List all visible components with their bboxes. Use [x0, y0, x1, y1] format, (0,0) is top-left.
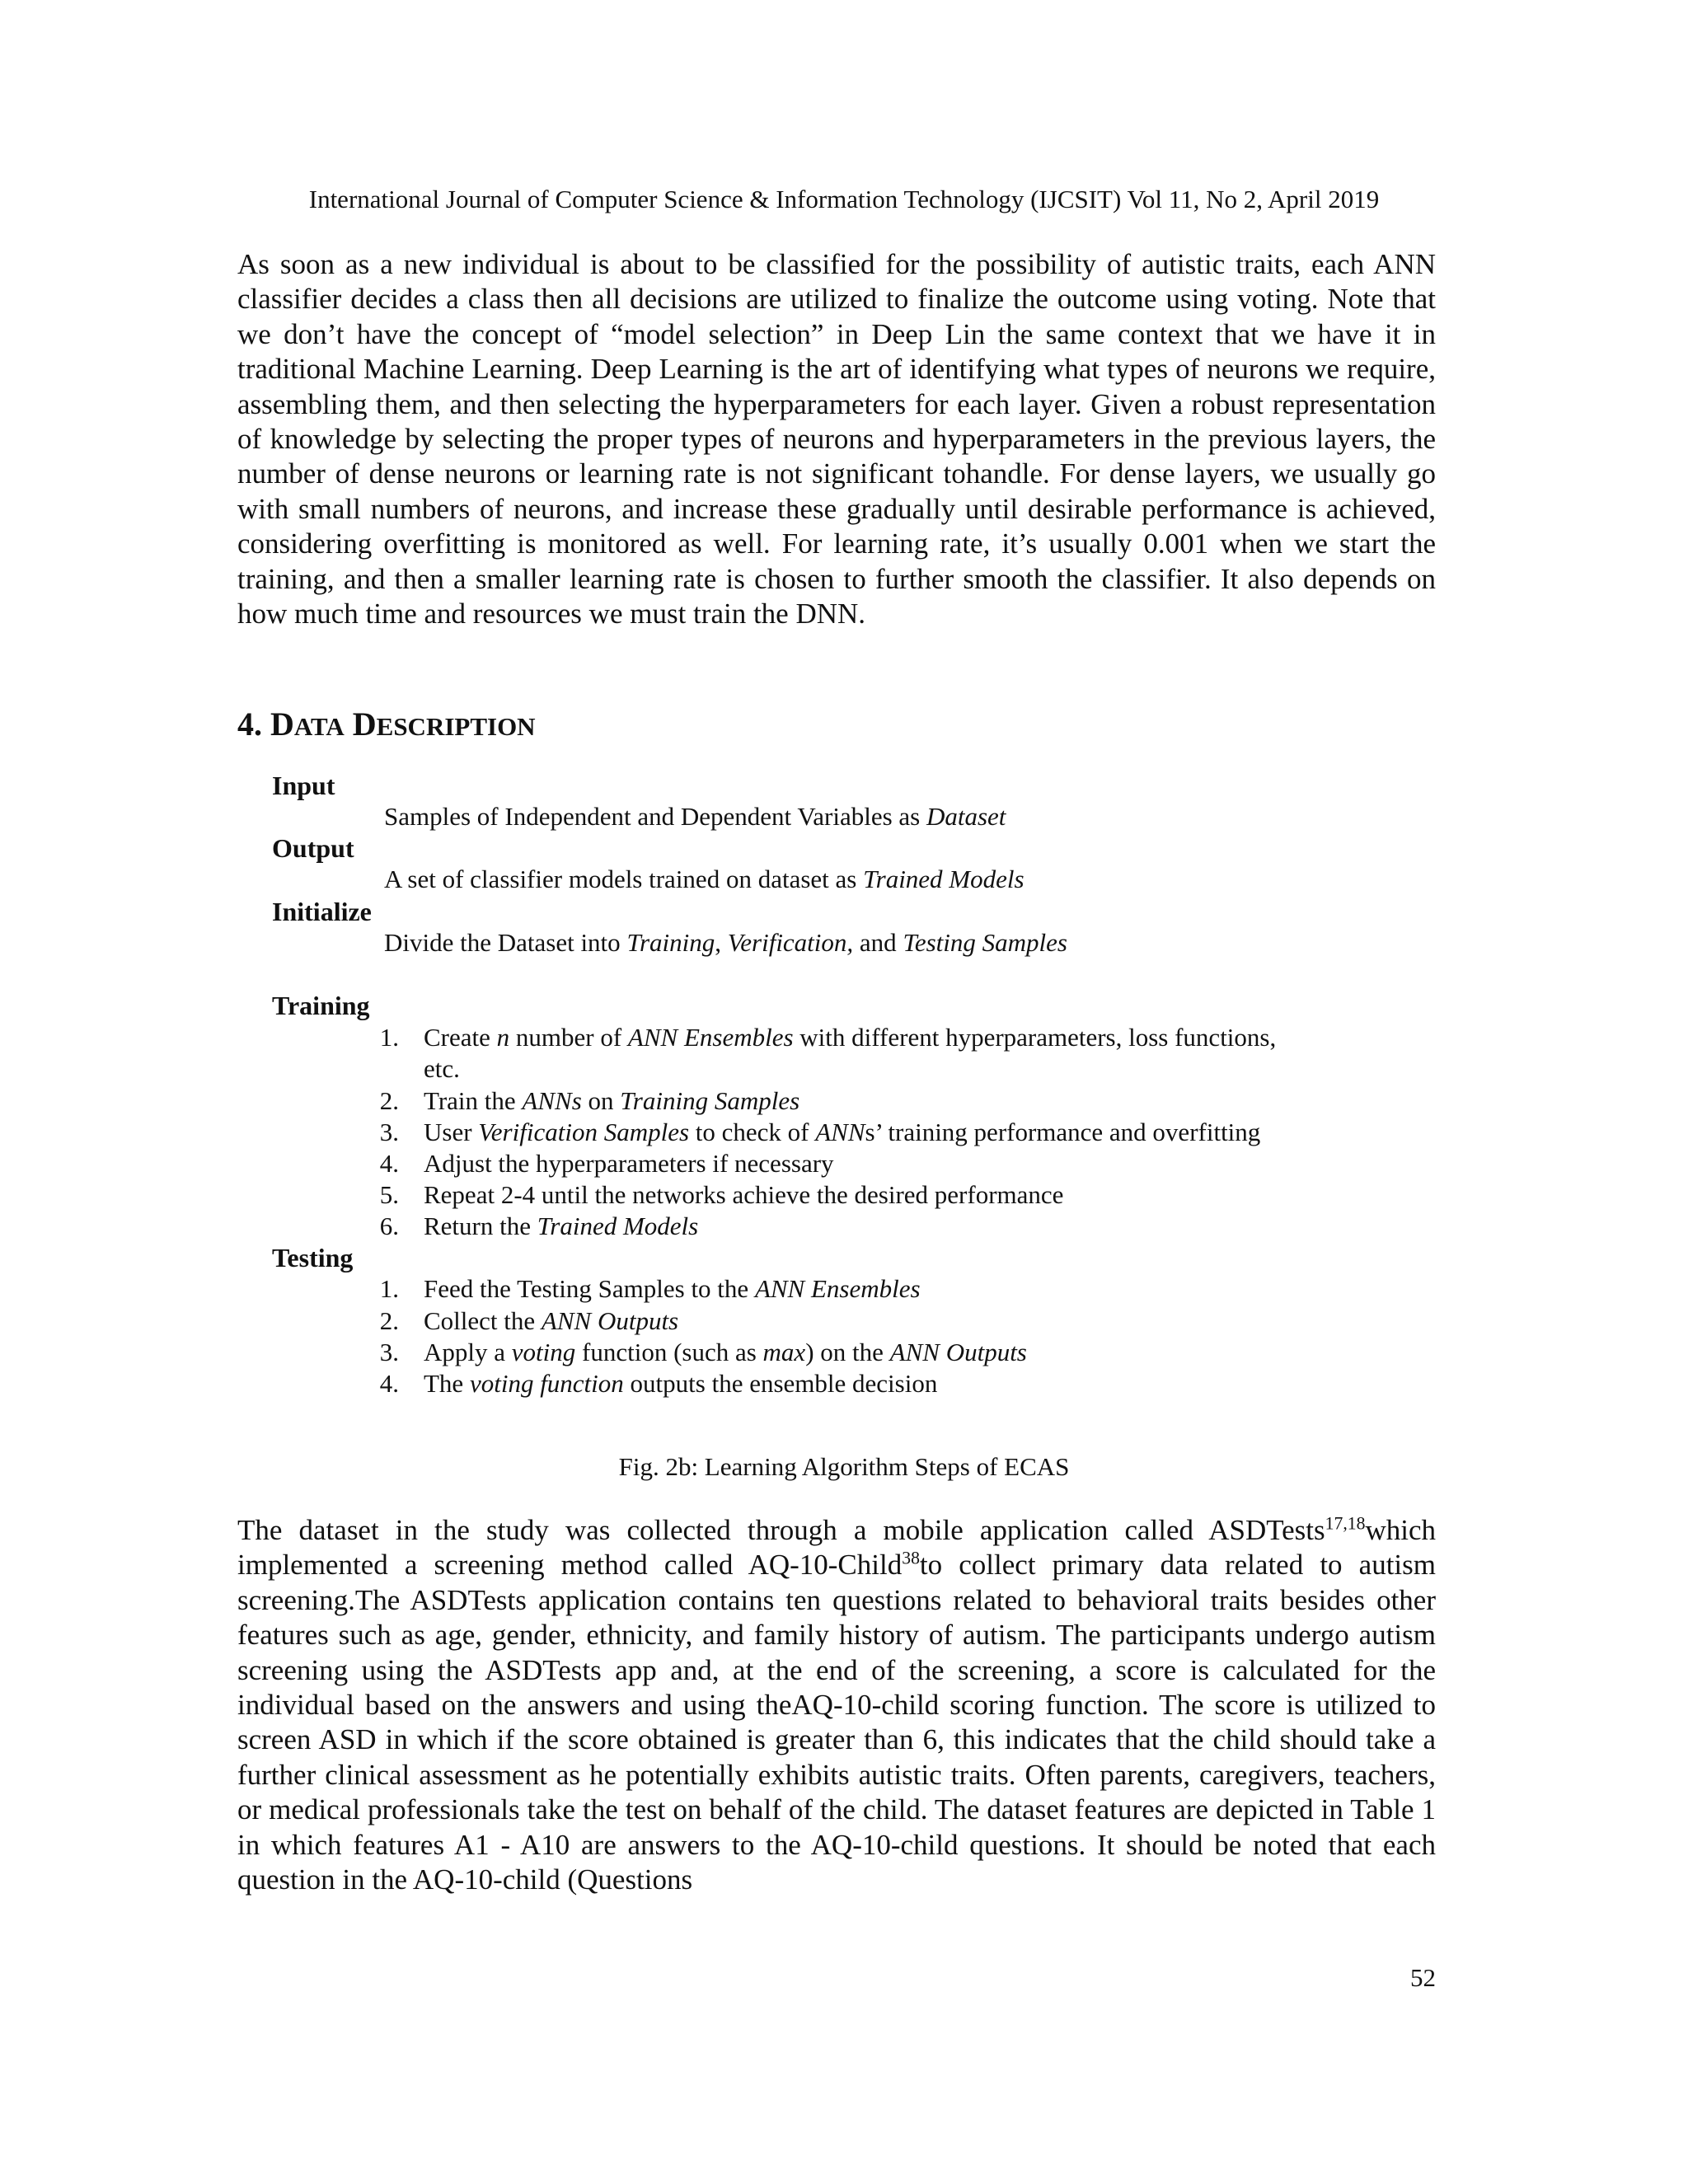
testing-step-number: 2.	[379, 1306, 399, 1335]
training-step-1-continuation: etc.	[424, 1054, 460, 1083]
paragraph2-text-1: The dataset in the study was collected through a mobile application called ASDTests	[237, 1514, 1325, 1546]
step-em: ANN Ensembles	[627, 1023, 794, 1052]
training-step-4: Adjust the hyperparameters if necessary	[424, 1149, 834, 1178]
step-em: ANN	[815, 1118, 865, 1146]
paragraph2-text-3: to collect primary data related to autism screening.The ASDTests application contains ten questions related to behavioral traits besides other features such as age, gender, ethnicity, and family history of autism. The participants undergo autism screening using the ASDTests app and, at the end of the screening, a score is calculated for the individual based on the answers and using theAQ-10-child scoring function. The score is utilized to screen ASD in which if the score obtained is greater than 6, this indicates that the child should take a further clinical assessment as he potentially exhibits autistic traits. Often parents, caregivers, teachers, or medical professionals take the test on behalf of the child. The dataset features are depicted in Table 1 in which features A1 - A10 are answers to the AQ-10-child questions. It should be noted that each question in the AQ-10-child (Questions	[237, 1549, 1436, 1896]
training-step-6	[424, 1210, 698, 1243]
heading-cap-1: D	[270, 705, 294, 743]
step-text: with different hyperparameters, loss functions,	[793, 1023, 1277, 1052]
step-em: Training Samples	[620, 1086, 800, 1115]
section-number: 4.	[237, 705, 262, 743]
step-em: n	[496, 1023, 510, 1052]
step-em: max	[762, 1338, 806, 1366]
step-em: voting function	[469, 1369, 624, 1398]
step-em: ANN Outputs	[889, 1338, 1027, 1366]
heading-cap-2: D	[352, 705, 377, 743]
init-plain: Divide the Dataset into	[384, 928, 627, 957]
training-step-number: 5.	[379, 1180, 399, 1209]
input-text-plain: Samples of Independent and Dependent Variables as	[384, 802, 926, 831]
step-em: voting	[511, 1338, 576, 1366]
init-sep-1: ,	[715, 928, 728, 957]
training-step-5: Repeat 2-4 until the networks achieve the desired performance	[424, 1180, 1064, 1209]
training-step-number: 6.	[379, 1212, 399, 1240]
step-text: ) on the	[805, 1338, 890, 1366]
citation-superscript: 38	[902, 1548, 920, 1568]
step-text: Collect the	[424, 1306, 542, 1335]
training-step-number: 2.	[379, 1086, 399, 1115]
step-text: function (such as	[575, 1338, 763, 1366]
input-text	[384, 800, 1006, 833]
init-em-2: Verification,	[727, 928, 854, 957]
init-sep-2: and	[853, 928, 903, 957]
testing-step-4	[424, 1367, 937, 1400]
training-step-number: 1.	[379, 1023, 399, 1052]
step-text: Create	[424, 1023, 497, 1052]
running-header: International Journal of Computer Science & Information Technology (IJCSIT) Vol 11, No 2, April 2019	[308, 185, 1380, 213]
body-paragraph-2	[237, 1513, 1436, 1897]
training-step-3	[424, 1116, 1260, 1149]
testing-step-1	[424, 1272, 921, 1305]
citation-superscript: 17,18	[1325, 1513, 1366, 1534]
step-text: s’ training performance and overfitting	[865, 1118, 1261, 1146]
output-text-em: Trained Models	[863, 865, 1025, 893]
step-text: number of	[509, 1023, 628, 1052]
step-text: Feed the Testing Samples to the	[424, 1274, 755, 1303]
step-text: Apply a	[424, 1338, 512, 1366]
input-label: Input	[272, 771, 335, 800]
step-em: ANN Ensembles	[754, 1274, 921, 1303]
step-text: to check of	[689, 1118, 816, 1146]
initialize-label: Initialize	[272, 897, 372, 926]
step-em: Trained Models	[537, 1212, 699, 1240]
testing-step-2	[424, 1305, 678, 1338]
training-step-1	[424, 1021, 1276, 1054]
step-em: ANNs	[522, 1086, 582, 1115]
output-text	[384, 863, 1025, 896]
step-text: Train the	[424, 1086, 523, 1115]
training-step-2	[424, 1085, 799, 1118]
page-number: 52	[1410, 1963, 1436, 1992]
init-em-1: Training	[626, 928, 715, 957]
heading-smallcaps-2: ESCRIPTION	[376, 712, 536, 741]
testing-step-number: 1.	[379, 1274, 399, 1303]
step-text: Return the	[424, 1212, 537, 1240]
heading-smallcaps-1: ATA	[293, 712, 345, 741]
output-text-plain: A set of classifier models trained on dataset as	[384, 865, 864, 893]
step-em: ANN Outputs	[541, 1306, 679, 1335]
figure-caption: Fig. 2b: Learning Algorithm Steps of ECAS	[618, 1452, 1070, 1481]
step-text: User	[424, 1118, 479, 1146]
output-label: Output	[272, 833, 354, 863]
training-step-number: 4.	[379, 1149, 399, 1178]
section-heading	[237, 704, 536, 748]
training-label: Training	[272, 991, 370, 1020]
initialize-text	[384, 926, 1067, 959]
step-text: on	[581, 1086, 621, 1115]
testing-label: Testing	[272, 1243, 354, 1272]
step-text: The	[424, 1369, 470, 1398]
body-paragraph-1: As soon as a new individual is about to be classified for the possibility of autistic traits, each ANN classifier decides a class then all decisions are utilized to finalize the outcome using voting. Note that we don’t have the concept of “model selection” in Deep Lin the same context that we have it in traditional Machine Learning. Deep Learning is the art of identifying what types of neurons we require, assembling them, and then selecting the hyperparameters for each layer. Given a robust representation of knowledge by selecting the proper types of neurons and hyperparameters in the previous layers, the number of dense neurons or learning rate is not significant tohandle. For dense layers, we usually go with small numbers of neurons, and increase these gradually until desirable performance is achieved, considering overfitting is monitored as well. For learning rate, it’s usually 0.001 when we start the training, and then a smaller learning rate is chosen to further smooth the classifier. It also depends on how much time and resources we must train the DNN.	[237, 248, 1436, 630]
testing-step-3	[424, 1336, 1027, 1369]
testing-step-number: 4.	[379, 1369, 399, 1398]
init-em-3: Testing Samples	[903, 928, 1067, 957]
input-text-em: Dataset	[926, 802, 1006, 831]
step-em: Verification Samples	[478, 1118, 690, 1146]
paragraph2-text-2: which implemented a screening method called AQ-10-Child	[237, 1514, 1436, 1582]
training-step-number: 3.	[379, 1118, 399, 1146]
step-text: outputs the ensemble decision	[623, 1369, 938, 1398]
testing-step-number: 3.	[379, 1338, 399, 1366]
